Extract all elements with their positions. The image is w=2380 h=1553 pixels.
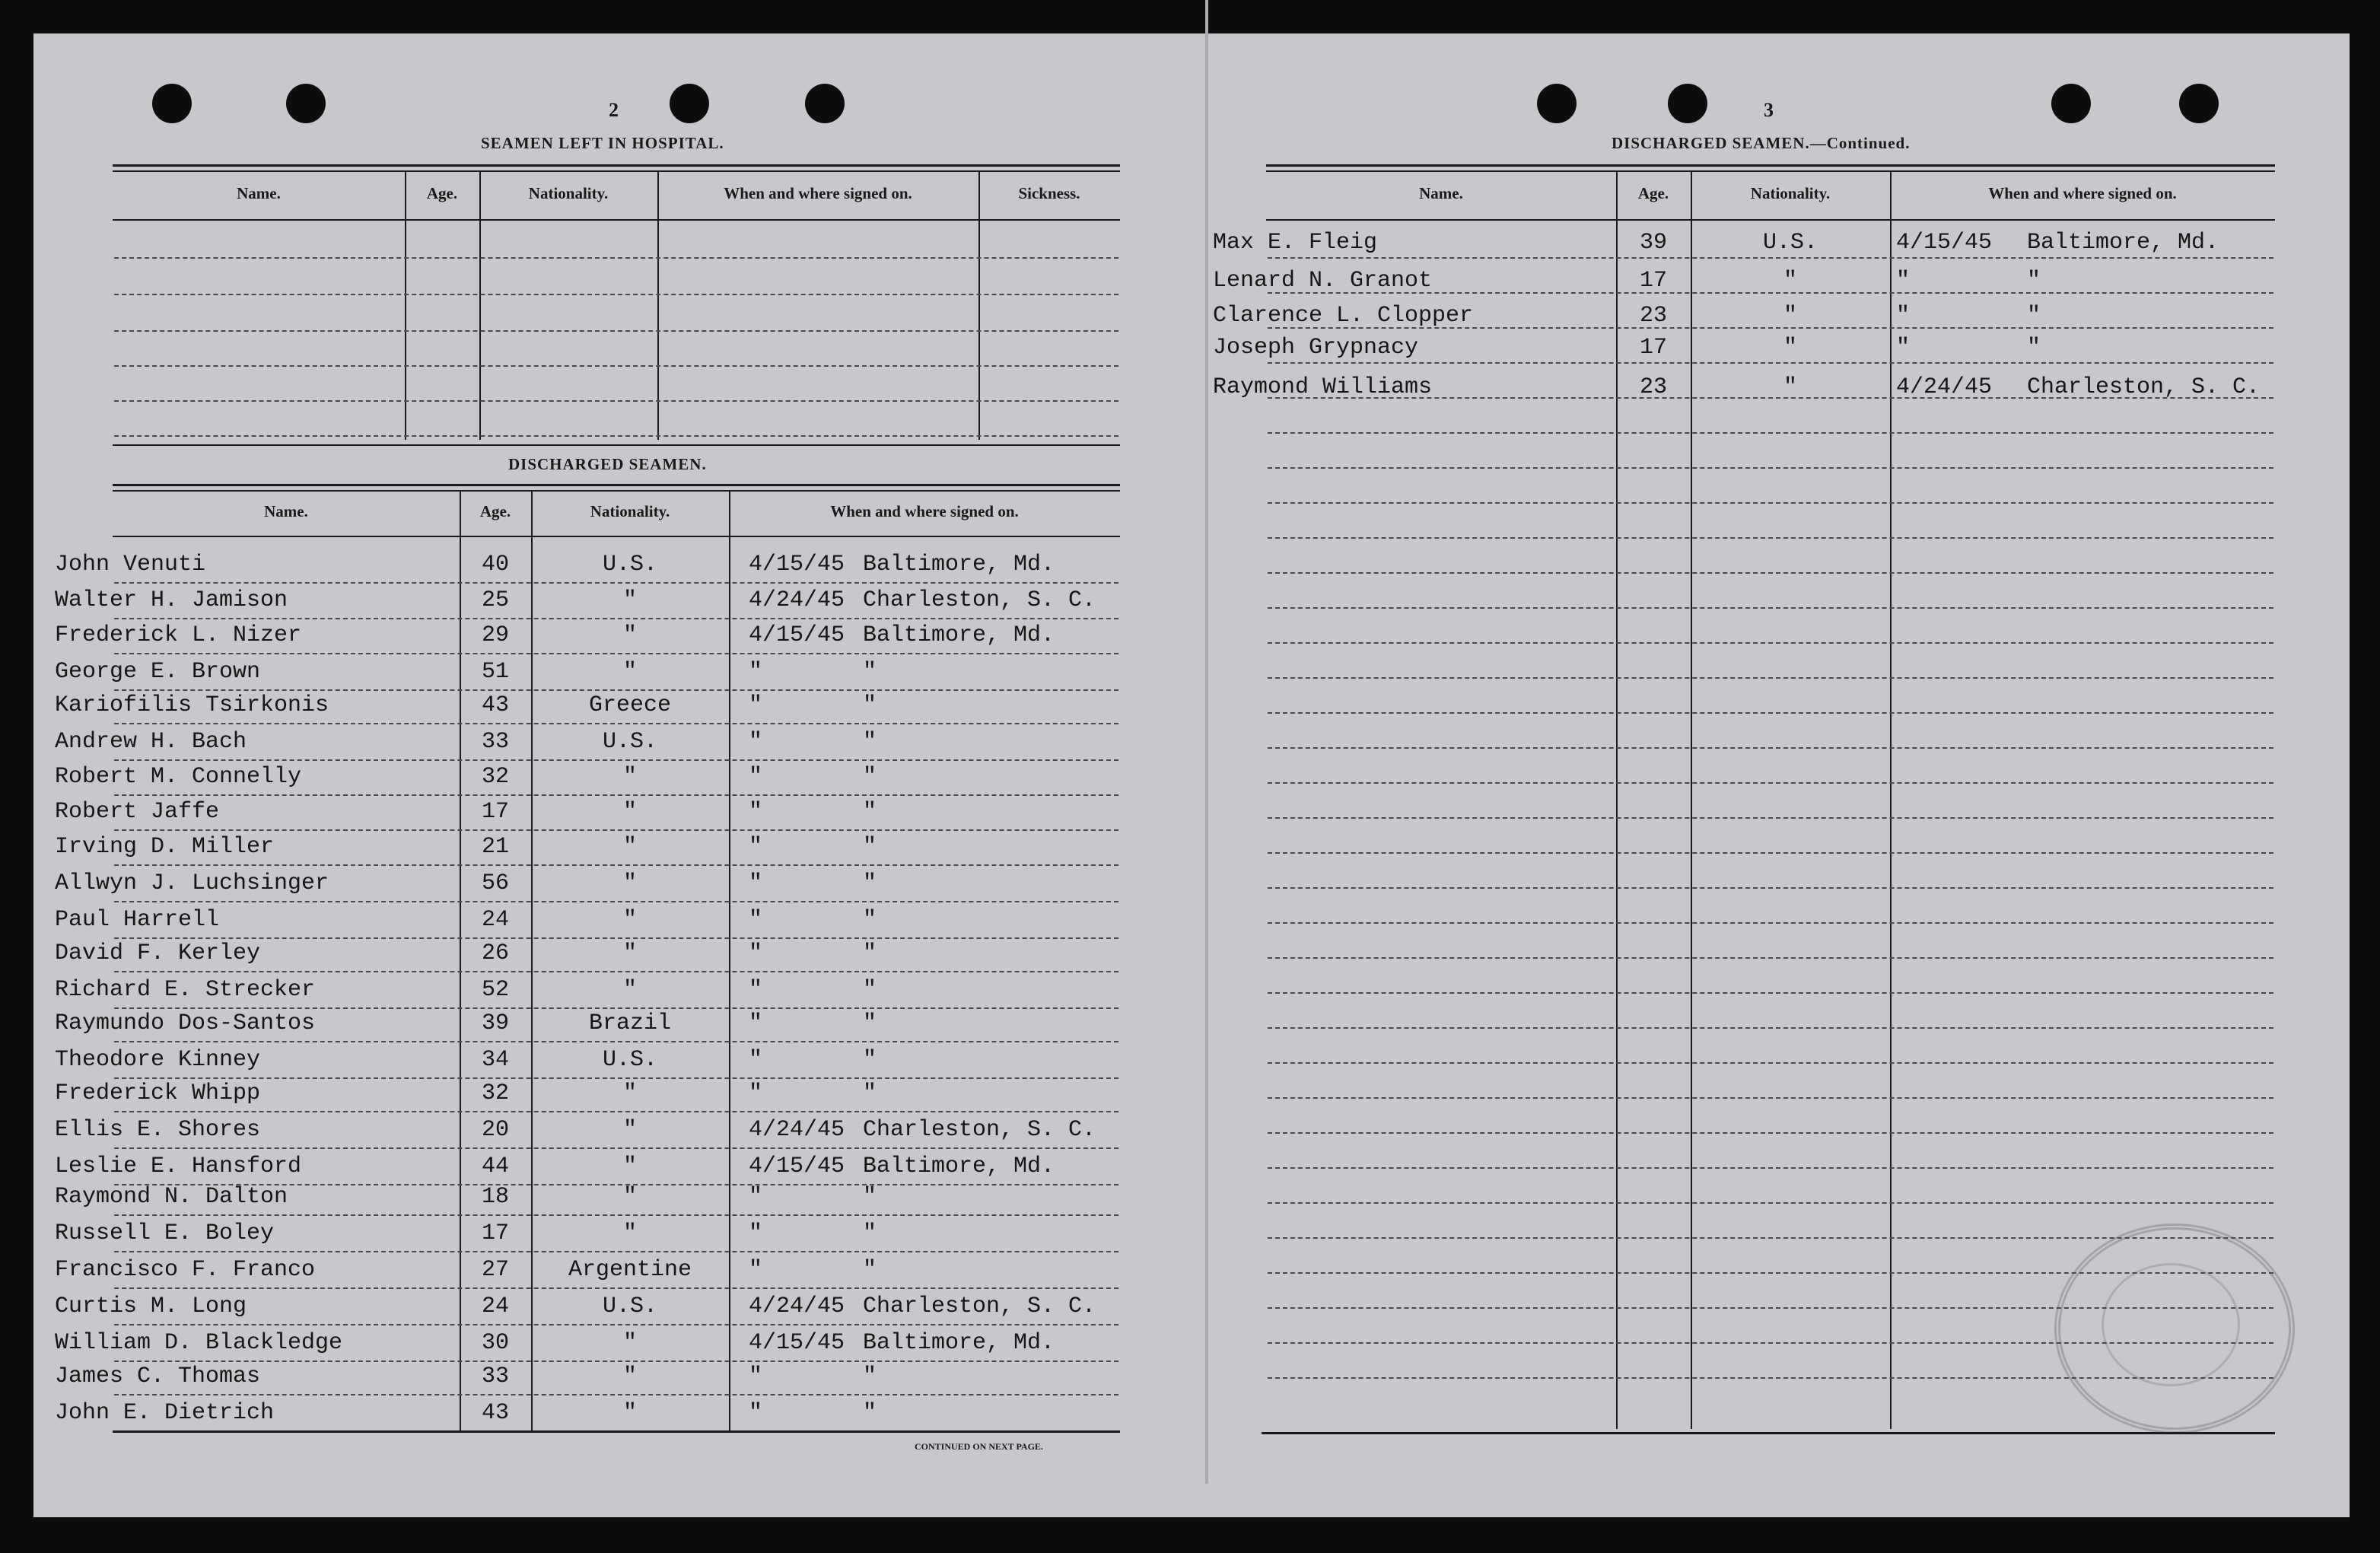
seaman-nationality: U.S. bbox=[602, 729, 657, 755]
seaman-age: 17 bbox=[1639, 268, 1667, 294]
seaman-name: Frederick Whipp bbox=[55, 1080, 261, 1106]
rule bbox=[113, 219, 1120, 221]
seaman-age: 21 bbox=[481, 834, 509, 860]
rule bbox=[113, 484, 1120, 486]
seaman-nationality: " bbox=[622, 834, 637, 860]
punch-hole bbox=[805, 84, 845, 123]
seaman-nationality: " bbox=[622, 799, 637, 825]
seaman-name: Walter H. Jamison bbox=[55, 587, 288, 613]
signed-on-place: " bbox=[863, 1010, 877, 1036]
row-line bbox=[1268, 467, 2273, 469]
row-line bbox=[114, 1360, 1118, 1362]
seaman-age: 17 bbox=[481, 799, 509, 825]
seaman-name: Lenard N. Granot bbox=[1213, 268, 1433, 294]
page-number-left: 2 bbox=[609, 99, 619, 121]
row-line bbox=[114, 1394, 1118, 1395]
rule bbox=[1266, 170, 2275, 172]
seaman-nationality: " bbox=[622, 1184, 637, 1210]
signed-on-date: " bbox=[749, 659, 763, 685]
seaman-age: 24 bbox=[481, 907, 509, 933]
seaman-age: 32 bbox=[481, 764, 509, 790]
row-line bbox=[114, 582, 1118, 584]
column-header: When and where signed on. bbox=[1988, 184, 2177, 202]
seaman-name: Richard E. Strecker bbox=[55, 977, 316, 1003]
rule bbox=[113, 444, 1120, 446]
row-line bbox=[1268, 677, 2273, 679]
signed-on-date: " bbox=[1896, 335, 1911, 361]
row-line bbox=[1268, 1237, 2273, 1239]
seaman-nationality: " bbox=[622, 1364, 637, 1389]
seaman-nationality: " bbox=[622, 587, 637, 613]
seaman-name: James C. Thomas bbox=[55, 1364, 261, 1389]
punch-hole bbox=[152, 84, 192, 123]
rule bbox=[113, 164, 1120, 167]
signed-on-place: " bbox=[863, 799, 877, 825]
rule bbox=[1262, 1432, 2275, 1434]
row-line bbox=[1268, 1377, 2273, 1379]
signed-on-date: " bbox=[749, 729, 763, 755]
seaman-nationality: " bbox=[622, 1117, 637, 1143]
seaman-nationality: " bbox=[1783, 335, 1797, 361]
row-line bbox=[1268, 922, 2273, 924]
column-header: Age. bbox=[426, 184, 458, 202]
seaman-name: David F. Kerley bbox=[55, 940, 261, 966]
row-line bbox=[1268, 712, 2273, 714]
seaman-nationality: " bbox=[622, 977, 637, 1003]
signed-on-date: 4/15/45 bbox=[1896, 230, 1993, 256]
seaman-nationality: U.S. bbox=[602, 1294, 657, 1319]
seaman-nationality: " bbox=[622, 1154, 637, 1179]
seaman-nationality: Brazil bbox=[588, 1010, 672, 1036]
signed-on-place: " bbox=[863, 870, 877, 896]
seaman-age: 23 bbox=[1639, 374, 1667, 400]
row-line bbox=[1268, 502, 2273, 504]
row-line bbox=[1268, 887, 2273, 889]
seaman-name: Joseph Grypnacy bbox=[1213, 335, 1419, 361]
row-line bbox=[1268, 362, 2273, 364]
signed-on-date: " bbox=[749, 1364, 763, 1389]
column-divider bbox=[729, 492, 730, 1430]
seaman-nationality: " bbox=[622, 1400, 637, 1426]
seaman-nationality: U.S. bbox=[602, 1047, 657, 1073]
row-line bbox=[1268, 572, 2273, 574]
punch-hole bbox=[1668, 84, 1707, 123]
row-line bbox=[114, 723, 1118, 724]
seaman-name: Frederick L. Nizer bbox=[55, 622, 302, 648]
signed-on-date: " bbox=[749, 1184, 763, 1210]
signed-on-place: " bbox=[863, 764, 877, 790]
row-line bbox=[1268, 1097, 2273, 1099]
seaman-name: Robert Jaffe bbox=[55, 799, 220, 825]
seaman-name: Curtis M. Long bbox=[55, 1294, 247, 1319]
seaman-nationality: Argentine bbox=[568, 1257, 692, 1283]
seaman-name: Russell E. Boley bbox=[55, 1220, 275, 1246]
column-header: Nationality. bbox=[528, 184, 609, 202]
signed-on-date: 4/15/45 bbox=[749, 622, 845, 648]
signed-on-place: " bbox=[863, 1364, 877, 1389]
column-header: Nationality. bbox=[590, 502, 670, 520]
seaman-nationality: " bbox=[622, 1220, 637, 1246]
seaman-name: Ellis E. Shores bbox=[55, 1117, 261, 1143]
row-line bbox=[114, 689, 1118, 691]
signed-on-place: " bbox=[863, 1257, 877, 1283]
seaman-nationality: " bbox=[1783, 374, 1797, 400]
column-header: Name. bbox=[264, 502, 308, 520]
document-paper bbox=[33, 33, 2350, 1517]
signed-on-place: " bbox=[2027, 268, 2041, 294]
row-line bbox=[114, 971, 1118, 972]
seaman-name: Clarence L. Clopper bbox=[1213, 303, 1474, 329]
row-line bbox=[1268, 1272, 2273, 1274]
seaman-name: Raymundo Dos-Santos bbox=[55, 1010, 316, 1036]
row-line bbox=[114, 1214, 1118, 1216]
signed-on-date: " bbox=[749, 692, 763, 718]
seaman-name: Irving D. Miller bbox=[55, 834, 275, 860]
signed-on-place: Baltimore, Md. bbox=[863, 1330, 1055, 1356]
row-line bbox=[1268, 992, 2273, 994]
row-line bbox=[114, 1111, 1118, 1112]
column-header: Name. bbox=[1419, 184, 1463, 202]
punch-hole bbox=[670, 84, 709, 123]
seaman-age: 17 bbox=[1639, 335, 1667, 361]
punch-hole bbox=[1537, 84, 1577, 123]
punch-hole bbox=[2051, 84, 2091, 123]
column-header: Age. bbox=[1637, 184, 1669, 202]
signed-on-place: " bbox=[863, 834, 877, 860]
signed-on-place: " bbox=[863, 1184, 877, 1210]
seaman-nationality: " bbox=[622, 1080, 637, 1106]
signed-on-date: " bbox=[749, 1400, 763, 1426]
seaman-age: 56 bbox=[481, 870, 509, 896]
discharged-section-title: DISCHARGED SEAMEN. bbox=[508, 455, 707, 473]
seaman-age: 25 bbox=[481, 587, 509, 613]
seaman-name: Max E. Fleig bbox=[1213, 230, 1378, 256]
signed-on-place: " bbox=[2027, 303, 2041, 329]
row-line bbox=[1268, 397, 2273, 399]
seaman-age: 44 bbox=[481, 1154, 509, 1179]
blank-row-line bbox=[114, 294, 1118, 295]
seaman-nationality: Greece bbox=[588, 692, 672, 718]
signed-on-place: " bbox=[863, 1400, 877, 1426]
seaman-name: Kariofilis Tsirkonis bbox=[55, 692, 329, 718]
row-line bbox=[114, 759, 1118, 761]
row-line bbox=[1268, 257, 2273, 259]
rule bbox=[1266, 219, 2275, 221]
signed-on-place: Charleston, S. C. bbox=[863, 1294, 1096, 1319]
signed-on-date: " bbox=[749, 907, 763, 933]
seaman-name: Andrew H. Bach bbox=[55, 729, 247, 755]
seaman-name: George E. Brown bbox=[55, 659, 261, 685]
row-line bbox=[1268, 607, 2273, 609]
row-line bbox=[114, 1287, 1118, 1289]
row-line bbox=[1268, 1342, 2273, 1344]
signed-on-date: 4/24/45 bbox=[749, 1294, 845, 1319]
seaman-age: 29 bbox=[481, 622, 509, 648]
seaman-name: John Venuti bbox=[55, 552, 206, 578]
continued-note: CONTINUED ON NEXT PAGE. bbox=[915, 1441, 1043, 1452]
seaman-name: Raymond Williams bbox=[1213, 374, 1433, 400]
row-line bbox=[1268, 1167, 2273, 1169]
signed-on-date: " bbox=[749, 834, 763, 860]
row-line bbox=[1268, 747, 2273, 749]
row-line bbox=[114, 864, 1118, 866]
rule bbox=[113, 1430, 1120, 1433]
signed-on-date: 4/24/45 bbox=[749, 587, 845, 613]
seaman-age: 34 bbox=[481, 1047, 509, 1073]
seaman-nationality: " bbox=[1783, 268, 1797, 294]
rule bbox=[1266, 164, 2275, 167]
column-header: Nationality. bbox=[1750, 184, 1831, 202]
signed-on-date: " bbox=[749, 764, 763, 790]
seaman-age: 26 bbox=[481, 940, 509, 966]
row-line bbox=[114, 901, 1118, 902]
seaman-age: 27 bbox=[481, 1257, 509, 1283]
row-line bbox=[1268, 292, 2273, 294]
seaman-age: 39 bbox=[481, 1010, 509, 1036]
seaman-name: Raymond N. Dalton bbox=[55, 1184, 288, 1210]
signed-on-place: " bbox=[2027, 335, 2041, 361]
row-line bbox=[114, 1007, 1118, 1009]
seaman-age: 24 bbox=[481, 1294, 509, 1319]
signed-on-date: 4/24/45 bbox=[1896, 374, 1993, 400]
page-number-right: 3 bbox=[1764, 99, 1774, 121]
row-line bbox=[114, 1324, 1118, 1325]
row-line bbox=[1268, 1132, 2273, 1134]
column-header: When and where signed on. bbox=[724, 184, 912, 202]
signed-on-date: " bbox=[749, 1220, 763, 1246]
row-line bbox=[1268, 432, 2273, 434]
signed-on-date: 4/15/45 bbox=[749, 1330, 845, 1356]
seaman-name: Paul Harrell bbox=[55, 907, 220, 933]
seaman-age: 33 bbox=[481, 729, 509, 755]
rule bbox=[113, 170, 1120, 172]
signed-on-place: Baltimore, Md. bbox=[863, 622, 1055, 648]
signed-on-date: " bbox=[749, 870, 763, 896]
row-line bbox=[1268, 852, 2273, 854]
seaman-nationality: U.S. bbox=[1762, 230, 1818, 256]
row-line bbox=[1268, 957, 2273, 959]
blank-row-line bbox=[114, 257, 1118, 259]
column-header: When and where signed on. bbox=[830, 502, 1019, 520]
rule bbox=[113, 490, 1120, 492]
signed-on-place: Baltimore, Md. bbox=[863, 552, 1055, 578]
row-line bbox=[1268, 1062, 2273, 1064]
row-line bbox=[1268, 782, 2273, 784]
seaman-nationality: " bbox=[622, 1330, 637, 1356]
row-line bbox=[1268, 537, 2273, 539]
seaman-nationality: " bbox=[622, 940, 637, 966]
column-header: Age. bbox=[479, 502, 511, 520]
seaman-name: Francisco F. Franco bbox=[55, 1257, 316, 1283]
blank-row-line bbox=[114, 400, 1118, 402]
seaman-age: 39 bbox=[1639, 230, 1667, 256]
row-line bbox=[1268, 642, 2273, 644]
rule bbox=[113, 536, 1120, 537]
row-line bbox=[1268, 1307, 2273, 1309]
row-line bbox=[114, 794, 1118, 796]
seaman-nationality: " bbox=[622, 659, 637, 685]
seaman-age: 30 bbox=[481, 1330, 509, 1356]
column-header: Name. bbox=[237, 184, 281, 202]
page-fold bbox=[1205, 0, 1208, 1484]
signed-on-place: " bbox=[863, 729, 877, 755]
row-line bbox=[114, 1147, 1118, 1149]
column-header: Sickness. bbox=[1018, 184, 1080, 202]
seaman-age: 32 bbox=[481, 1080, 509, 1106]
received-stamp-inner-ring bbox=[2102, 1263, 2240, 1386]
row-line bbox=[114, 653, 1118, 654]
row-line bbox=[114, 1041, 1118, 1042]
signed-on-place: " bbox=[863, 1080, 877, 1106]
row-line bbox=[114, 937, 1118, 939]
blank-row-line bbox=[114, 365, 1118, 367]
row-line bbox=[1268, 817, 2273, 819]
signed-on-place: Charleston, S. C. bbox=[2027, 374, 2261, 400]
row-line bbox=[114, 1251, 1118, 1252]
signed-on-date: " bbox=[749, 940, 763, 966]
signed-on-date: 4/15/45 bbox=[749, 552, 845, 578]
seaman-age: 23 bbox=[1639, 303, 1667, 329]
signed-on-date: " bbox=[749, 799, 763, 825]
signed-on-place: Charleston, S. C. bbox=[863, 587, 1096, 613]
signed-on-place: " bbox=[863, 692, 877, 718]
row-line bbox=[114, 1077, 1118, 1079]
signed-on-place: " bbox=[863, 1220, 877, 1246]
signed-on-place: Charleston, S. C. bbox=[863, 1117, 1096, 1143]
seaman-age: 18 bbox=[481, 1184, 509, 1210]
signed-on-date: " bbox=[749, 977, 763, 1003]
row-line bbox=[114, 618, 1118, 619]
signed-on-date: " bbox=[749, 1257, 763, 1283]
punch-hole bbox=[286, 84, 326, 123]
signed-on-place: " bbox=[863, 659, 877, 685]
signed-on-place: " bbox=[863, 907, 877, 933]
signed-on-place: Baltimore, Md. bbox=[2027, 230, 2219, 256]
signed-on-date: " bbox=[1896, 268, 1911, 294]
blank-row-line bbox=[114, 330, 1118, 332]
seaman-age: 20 bbox=[481, 1117, 509, 1143]
hospital-section-title: SEAMEN LEFT IN HOSPITAL. bbox=[481, 134, 724, 152]
signed-on-date: " bbox=[1896, 303, 1911, 329]
signed-on-place: " bbox=[863, 977, 877, 1003]
signed-on-place: Baltimore, Md. bbox=[863, 1154, 1055, 1179]
continued-section-title: DISCHARGED SEAMEN.—Continued. bbox=[1612, 134, 1911, 152]
seaman-name: Allwyn J. Luchsinger bbox=[55, 870, 329, 896]
seaman-age: 17 bbox=[481, 1220, 509, 1246]
seaman-age: 52 bbox=[481, 977, 509, 1003]
blank-row-line bbox=[114, 435, 1118, 437]
seaman-nationality: " bbox=[622, 764, 637, 790]
seaman-nationality: " bbox=[622, 622, 637, 648]
signed-on-date: " bbox=[749, 1047, 763, 1073]
seaman-name: Leslie E. Hansford bbox=[55, 1154, 302, 1179]
seaman-age: 43 bbox=[481, 1400, 509, 1426]
seaman-name: Theodore Kinney bbox=[55, 1047, 261, 1073]
punch-hole bbox=[2179, 84, 2219, 123]
seaman-nationality: " bbox=[1783, 303, 1797, 329]
seaman-name: William D. Blackledge bbox=[55, 1330, 343, 1356]
seaman-age: 51 bbox=[481, 659, 509, 685]
seaman-age: 33 bbox=[481, 1364, 509, 1389]
seaman-age: 40 bbox=[481, 552, 509, 578]
row-line bbox=[1268, 1027, 2273, 1029]
signed-on-place: " bbox=[863, 940, 877, 966]
row-line bbox=[1268, 1202, 2273, 1204]
seaman-name: Robert M. Connelly bbox=[55, 764, 302, 790]
seaman-age: 43 bbox=[481, 692, 509, 718]
signed-on-place: " bbox=[863, 1047, 877, 1073]
seaman-nationality: " bbox=[622, 907, 637, 933]
signed-on-date: 4/15/45 bbox=[749, 1154, 845, 1179]
seaman-nationality: " bbox=[622, 870, 637, 896]
signed-on-date: " bbox=[749, 1080, 763, 1106]
seaman-nationality: U.S. bbox=[602, 552, 657, 578]
column-divider bbox=[1890, 172, 1892, 1429]
row-line bbox=[1268, 327, 2273, 329]
row-line bbox=[114, 829, 1118, 831]
seaman-name: John E. Dietrich bbox=[55, 1400, 275, 1426]
signed-on-date: 4/24/45 bbox=[749, 1117, 845, 1143]
signed-on-date: " bbox=[749, 1010, 763, 1036]
